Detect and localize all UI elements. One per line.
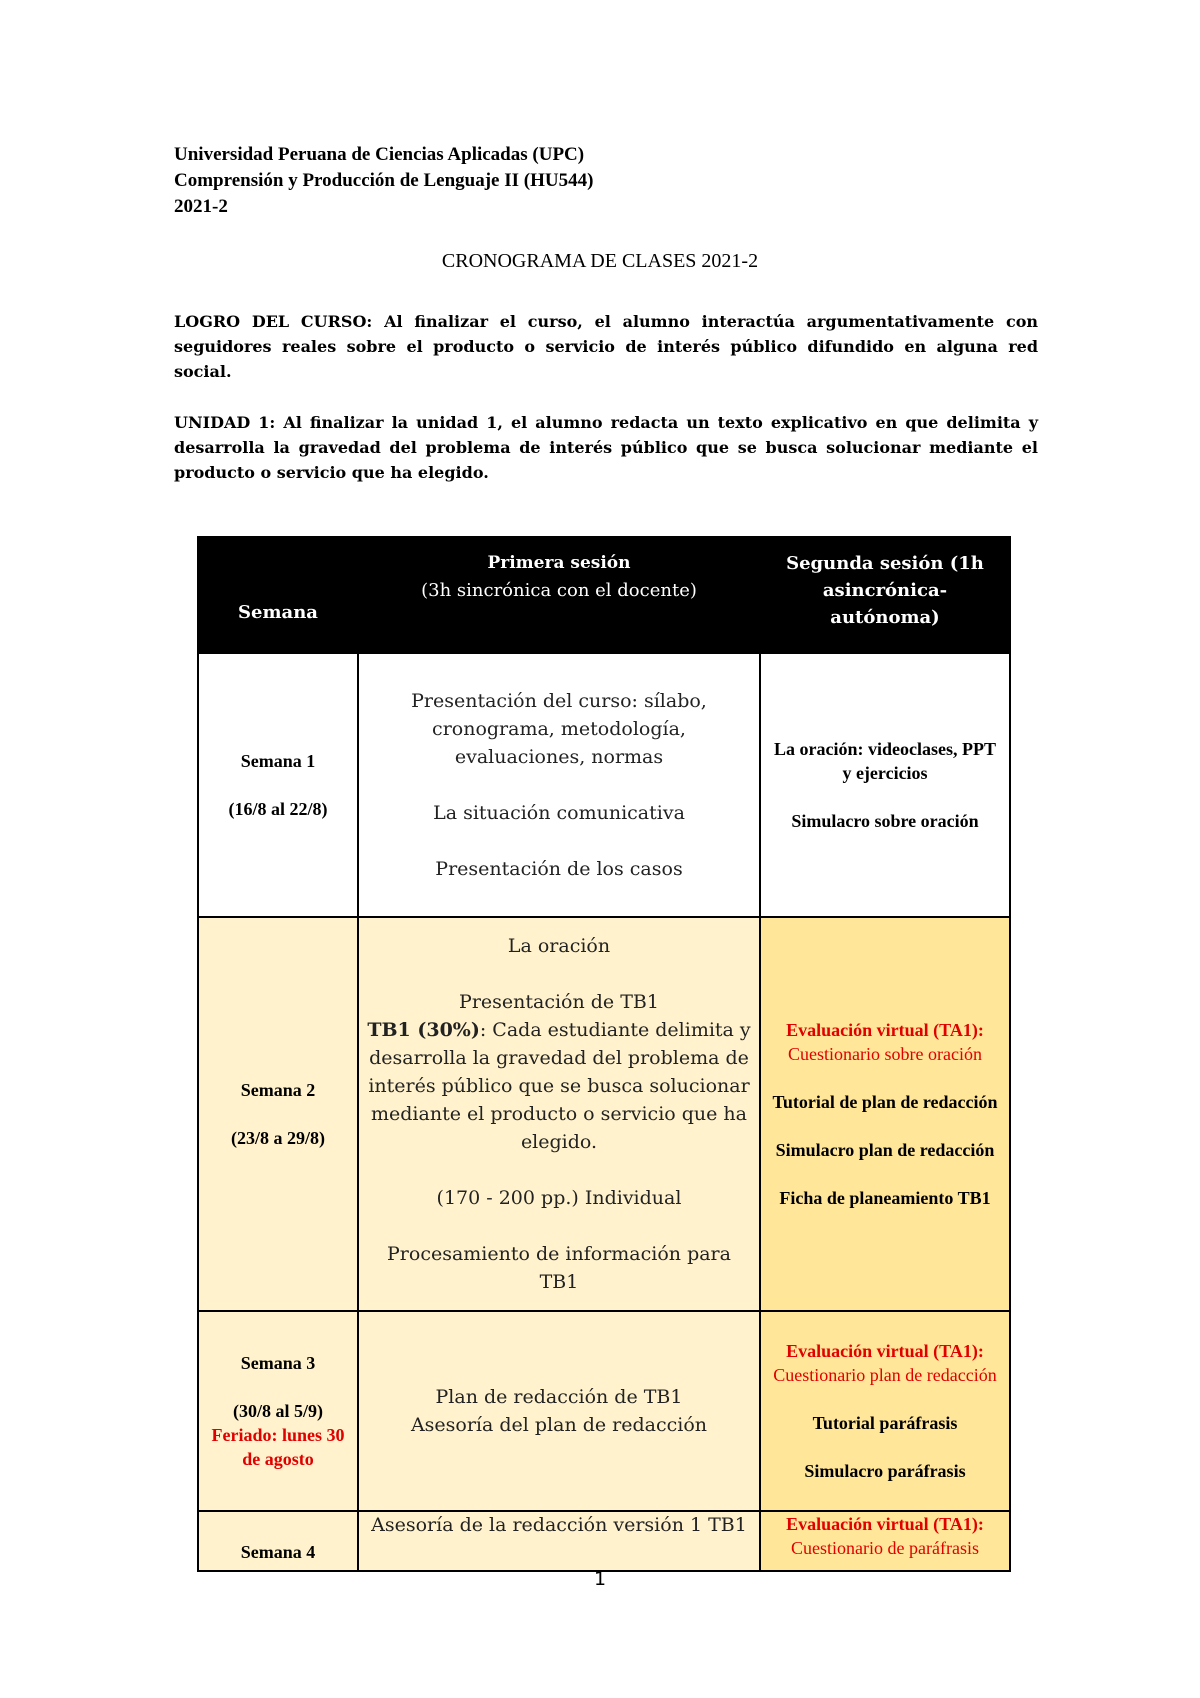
week3-eval-title: Evaluación virtual (TA1): (786, 1341, 984, 1361)
course-goal-text: Al finalizar el curso, el alumno interactúa argumentativamente con seguidores reales sobre el producto o servicio de interés público difundido en alguna red social. (174, 312, 1038, 381)
week4-cell (198, 1511, 358, 1571)
unit-goal-paragraph (174, 410, 1038, 485)
term: 2021-2 (174, 196, 228, 217)
header-first-session (358, 537, 760, 653)
week2-mid-extent: (170 - 200 pp.) Individual (436, 1187, 682, 1209)
week2-mid-tb1 (367, 1016, 751, 1156)
course-goal-paragraph (174, 309, 1038, 384)
week4-eval-text: Cuestionario de paráfrasis (791, 1538, 979, 1558)
week2-mid-top: La oración (507, 935, 611, 957)
course-goal-label: LOGRO DEL CURSO: (174, 312, 373, 331)
week1-mid-1: Presentación del curso: sílabo, cronograma, metodología, evaluaciones, normas (411, 690, 707, 768)
unit-goal-label: UNIDAD 1: (174, 413, 276, 432)
week4-label: Semana 4 (240, 1542, 316, 1562)
week1-mid-3: Presentación de los casos (435, 858, 683, 880)
table-row (198, 917, 1010, 1311)
week2-eval-title: Evaluación virtual (TA1): (786, 1020, 984, 1040)
header-first-line2: (3h sincrónica con el docente) (421, 580, 697, 601)
week2-mid-proc: Procesamiento de información para TB1 (387, 1243, 731, 1293)
week2-tb1-text: : Cada estudiante delimita y desarrolla la gravedad del problema de interés público que se busca solucionar mediante el producto o servicio que ha elegido. (368, 1019, 751, 1153)
week3-holiday: Feriado: lunes 30 de agosto (211, 1425, 345, 1469)
header-first-line1: Primera sesión (487, 553, 631, 573)
week2-right-2: Simulacro plan de redacción (775, 1140, 995, 1160)
week2-mid-present: Presentación de TB1 (459, 991, 659, 1013)
unit-goal-text: Al finalizar la unidad 1, el alumno redacta un texto explicativo en que delimita y desarrolla la gravedad del problema de interés público que se busca solucionar mediante el producto o servicio que ha elegido. (174, 413, 1038, 482)
week2-label: Semana 2 (240, 1080, 316, 1100)
week3-second-session (760, 1311, 1010, 1511)
week4-eval-title: Evaluación virtual (TA1): (786, 1514, 984, 1534)
course-name: Comprensión y Producción de Lenguaje II (HU544) (174, 170, 594, 191)
week2-right-3: Ficha de planeamiento TB1 (779, 1188, 991, 1208)
week1-label: Semana 1 (240, 751, 316, 771)
document-header (174, 142, 593, 220)
week1-right-1: La oración: videoclases, PPT y ejercicios (774, 739, 996, 783)
table-row (198, 1311, 1010, 1511)
week2-second-session (760, 917, 1010, 1311)
week2-right-1: Tutorial de plan de redacción (772, 1092, 998, 1112)
university-name: Universidad Peruana de Ciencias Aplicadas (UPC) (174, 144, 585, 165)
page-number: 1 (593, 1568, 607, 1590)
week3-first-session (358, 1311, 760, 1511)
week3-dates: (30/8 al 5/9) (233, 1401, 323, 1421)
week3-label: Semana 3 (240, 1353, 316, 1373)
week2-eval-text: Cuestionario sobre oración (788, 1044, 982, 1064)
week3-right-1: Tutorial paráfrasis (812, 1413, 958, 1433)
week2-tb1-label: TB1 (30%) (367, 1019, 480, 1041)
week3-right-2: Simulacro paráfrasis (804, 1461, 966, 1481)
table-header-row (198, 537, 1010, 653)
week4-second-session (760, 1511, 1010, 1571)
table-row (198, 653, 1010, 917)
week1-right-2: Simulacro sobre oración (791, 811, 979, 831)
week4-first-session: Asesoría de la redacción versión 1 TB1 (358, 1511, 760, 1571)
schedule-table (197, 536, 1011, 1572)
week1-mid-2: La situación comunicativa (433, 802, 685, 824)
week1-second-session (760, 653, 1010, 917)
week3-mid-2: Asesoría del plan de redacción (410, 1414, 708, 1436)
header-week: Semana (198, 537, 358, 653)
header-second-session: Segunda sesión (1h asincrónica-autónoma) (760, 537, 1010, 653)
week1-cell (198, 653, 358, 917)
week2-dates: (23/8 a 29/8) (231, 1128, 325, 1148)
page-title: CRONOGRAMA DE CLASES 2021-2 (441, 250, 759, 272)
week2-cell (198, 917, 358, 1311)
week3-eval-text: Cuestionario plan de redacción (773, 1365, 997, 1385)
week3-cell (198, 1311, 358, 1511)
week1-first-session (358, 653, 760, 917)
week2-first-session (358, 917, 760, 1311)
week3-mid-1: Plan de redacción de TB1 (435, 1386, 683, 1408)
table-row (198, 1511, 1010, 1571)
week1-dates: (16/8 al 22/8) (228, 799, 328, 819)
